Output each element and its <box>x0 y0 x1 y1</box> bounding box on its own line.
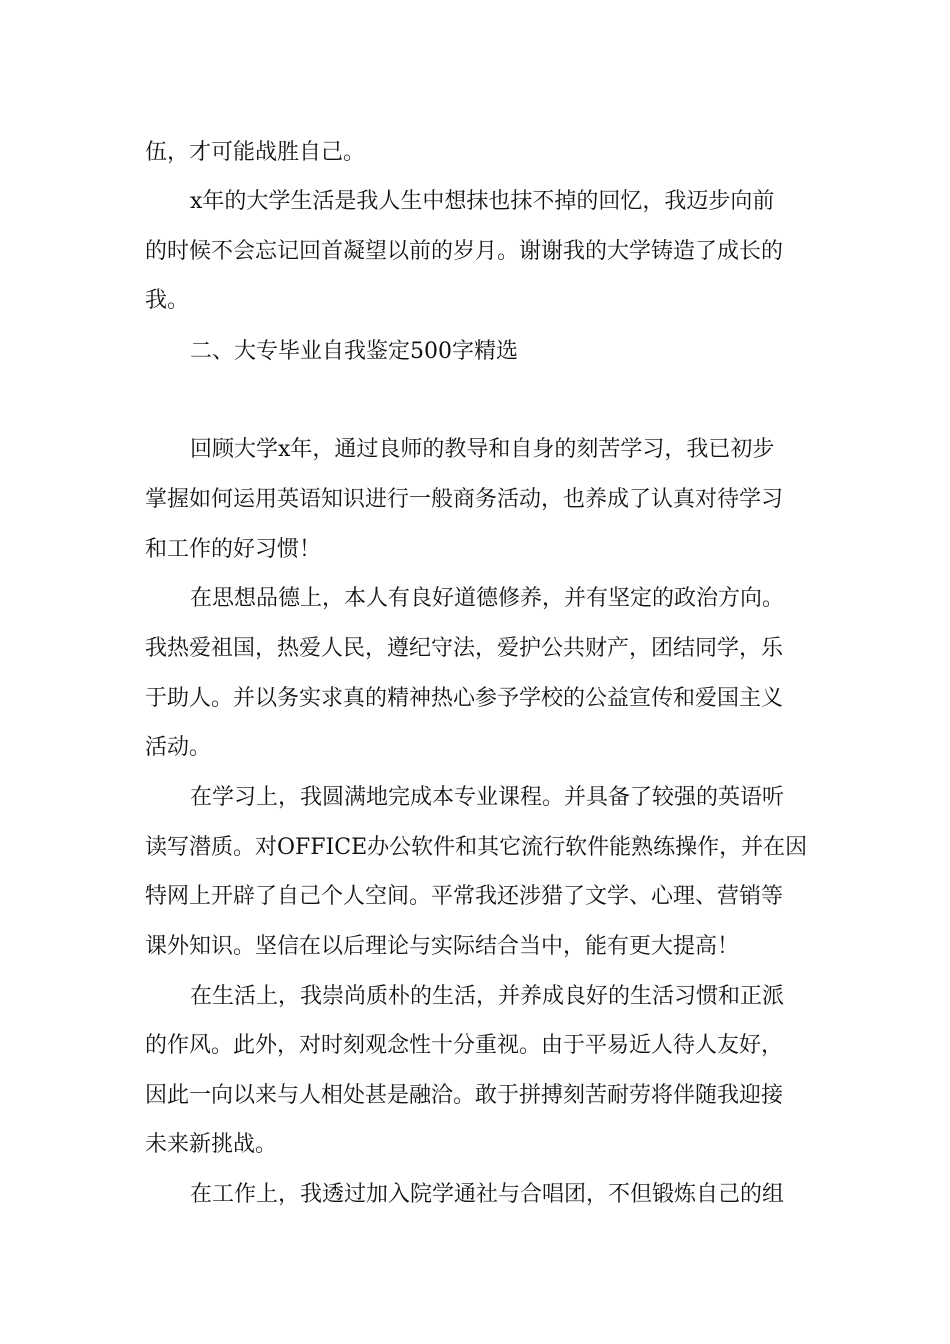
paragraph-line: 活动。 <box>145 735 212 760</box>
paragraph-line: 在思想品德上，本人有良好道德修养，并有坚定的政治方向。 <box>190 586 785 611</box>
paragraph-line: 在生活上，我崇尚质朴的生活，并养成良好的生活习惯和正派 <box>190 984 785 1009</box>
paragraph-line: 在学习上，我圆满地完成本专业课程。并具备了较强的英语听 <box>190 785 785 810</box>
paragraph-line: x年的大学生活是我人生中想抹也抹不掉的回忆，我迈步向前 <box>190 189 775 214</box>
paragraph-line: 我。 <box>145 288 190 313</box>
paragraph-line: 回顾大学x年，通过良师的教导和自身的刻苦学习，我已初步 <box>190 437 775 462</box>
paragraph-line: 我热爱祖国，热爱人民，遵纪守法，爱护公共财产，团结同学，乐 <box>145 636 784 661</box>
paragraph-line: 因此一向以来与人相处甚是融洽。敢于拼搏刻苦耐劳将伴随我迎接 <box>145 1083 784 1108</box>
paragraph-line: 和工作的好习惯！ <box>145 537 322 562</box>
paragraph-line: 的作风。此外，对时刻观念性十分重视。由于平易近人待人友好， <box>145 1033 784 1058</box>
section-heading: 二、大专毕业自我鉴定500字精选 <box>190 339 518 364</box>
paragraph-line: 在工作上，我透过加入院学通社与合唱团，不但锻炼自己的组 <box>190 1182 785 1207</box>
paragraph-line: 课外知识。坚信在以后理论与实际结合当中，能有更大提高！ <box>145 934 740 959</box>
paragraph-line: 于助人。并以务实求真的精神热心参予学校的公益宣传和爱国主义 <box>145 686 784 711</box>
paragraph-line: 掌握如何运用英语知识进行一般商务活动，也养成了认真对待学习 <box>145 487 784 512</box>
paragraph-line: 未来新挑战。 <box>145 1132 278 1157</box>
paragraph-line: 读写潜质。对OFFICE办公软件和其它流行软件能熟练操作，并在因 <box>145 835 808 860</box>
paragraph-line: 伍，才可能战胜自己。 <box>145 140 366 165</box>
paragraph-line: 特网上开辟了自己个人空间。平常我还涉猎了文学、心理、营销等 <box>145 884 784 909</box>
paragraph-line: 的时候不会忘记回首凝望以前的岁月。谢谢我的大学铸造了成长的 <box>145 239 784 264</box>
